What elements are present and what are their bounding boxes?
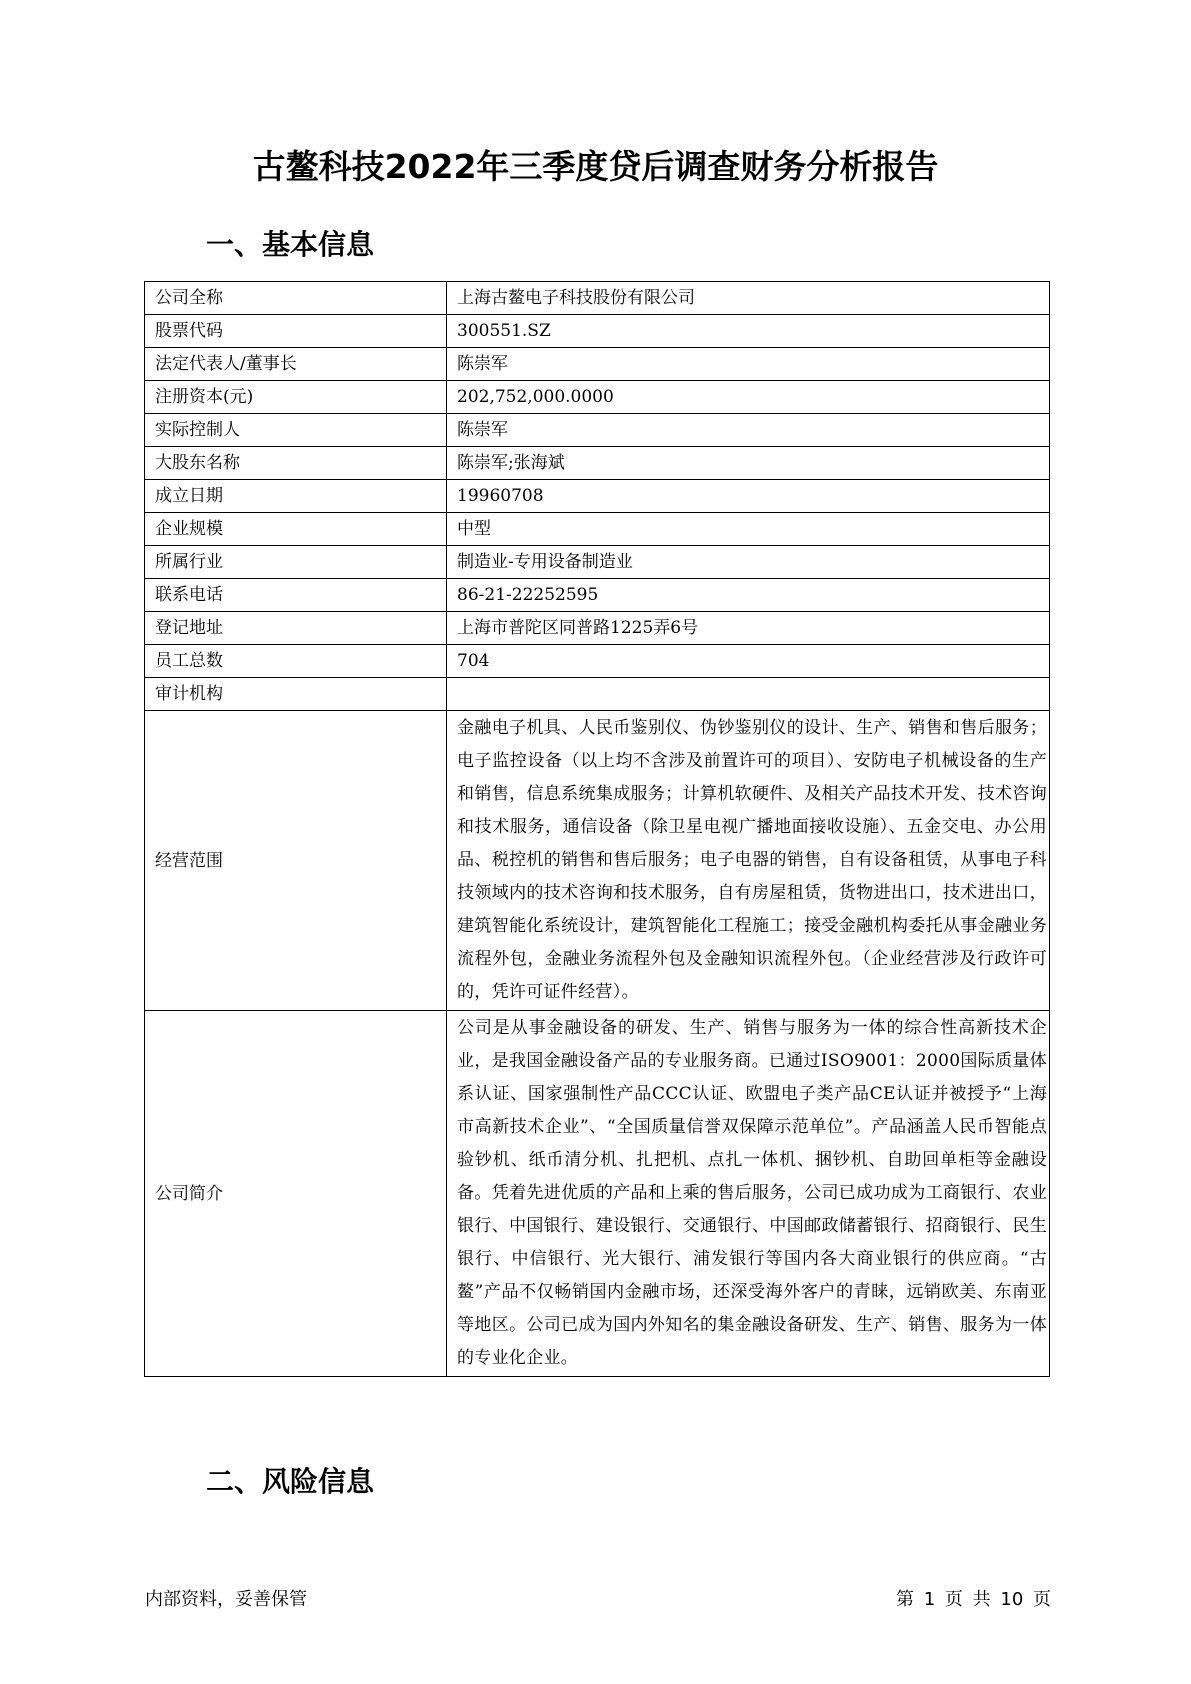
section-heading-risk-info: 二、风险信息 — [206, 1465, 375, 1498]
field-value: 300551.SZ — [447, 315, 1050, 348]
field-value: 19960708 — [447, 480, 1050, 513]
table-row — [145, 480, 1050, 513]
field-value: 202,752,000.0000 — [447, 381, 1050, 414]
table-row — [145, 282, 1050, 315]
field-label: 公司全称 — [145, 282, 447, 315]
footer-page-number: 第 1 页 共 10 页 — [896, 1589, 1051, 1610]
footer-confidential-note: 内部资料，妥善保管 — [145, 1589, 307, 1610]
table-row — [145, 579, 1050, 612]
table-row — [145, 315, 1050, 348]
table-row — [145, 645, 1050, 678]
table-row — [145, 414, 1050, 447]
table-row — [145, 546, 1050, 579]
company-profile-text: 公司是从事金融设备的研发、生产、销售与服务为一体的综合性高新技术企业，是我国金融设备产品的专业服务商。已通过ISO9001：2000国际质量体系认证、国家强制性产品CCC认证、欧盟电子类产品CE认证并被授予“上海市高新技术企业”、“全国质量信誉双保障示范单位”。产品涵盖人民币智能点验钞机、纸币清分机、扎把机、点扎一体机、捆钞机、自助回单柜等金融设备。凭着先进优质的产品和上乘的售后服务，公司已成功成为工商银行、农业银行、中国银行、建设银行、交通银行、中国邮政储蓄银行、招商银行、民生银行、中信银行、光大银行、浦发银行等国内各大商业银行的供应商。“古鳌”产品不仅畅销国内金融市场，还深受海外客户的青睐，远销欧美、东南亚等地区。公司已成为国内外知名的集金融设备研发、生产、销售、服务为一体的专业化企业。 — [447, 1011, 1050, 1377]
table-row — [145, 348, 1050, 381]
field-label: 审计机构 — [145, 678, 447, 711]
field-value: 陈崇军 — [447, 414, 1050, 447]
field-label: 实际控制人 — [145, 414, 447, 447]
field-label: 大股东名称 — [145, 447, 447, 480]
field-label: 所属行业 — [145, 546, 447, 579]
report-title: 古鳌科技2022年三季度贷后调查财务分析报告 — [252, 147, 939, 186]
field-label: 成立日期 — [145, 480, 447, 513]
field-value: 上海市普陀区同普路1225弄6号 — [447, 612, 1050, 645]
field-value: 86-21-22252595 — [447, 579, 1050, 612]
table-row — [145, 678, 1050, 711]
basic-info-table — [144, 281, 1050, 1377]
field-value: 上海古鳌电子科技股份有限公司 — [447, 282, 1050, 315]
field-value: 陈崇军 — [447, 348, 1050, 381]
table-row — [145, 381, 1050, 414]
section-heading-basic-info: 一、基本信息 — [206, 228, 375, 261]
field-label: 联系电话 — [145, 579, 447, 612]
business-scope-text: 金融电子机具、人民币鉴别仪、伪钞鉴别仪的设计、生产、销售和售后服务；电子监控设备（以上均不含涉及前置许可的项目）、安防电子机械设备的生产和销售，信息系统集成服务；计算机软硬件、及相关产品技术开发、技术咨询和技术服务，通信设备（除卫星电视广播地面接收设施）、五金交电、办公用品、税控机的销售和售后服务；电子电器的销售，自有设备租赁，从事电子科技领域内的技术咨询和技术服务，自有房屋租赁，货物进出口，技术进出口，建筑智能化系统设计，建筑智能化工程施工；接受金融机构委托从事金融业务流程外包，金融业务流程外包及金融知识流程外包。（企业经营涉及行政许可的，凭许可证件经营）。 — [447, 711, 1050, 1011]
field-label: 公司简介 — [145, 1011, 447, 1377]
field-label: 法定代表人/董事长 — [145, 348, 447, 381]
field-label: 企业规模 — [145, 513, 447, 546]
field-value: 中型 — [447, 513, 1050, 546]
field-label: 登记地址 — [145, 612, 447, 645]
table-row — [145, 513, 1050, 546]
table-row — [145, 612, 1050, 645]
table-row-business-scope — [145, 711, 1050, 1011]
field-value — [447, 678, 1050, 711]
table-row — [145, 447, 1050, 480]
field-label: 经营范围 — [145, 711, 447, 1011]
field-label: 员工总数 — [145, 645, 447, 678]
field-value: 704 — [447, 645, 1050, 678]
table-row-company-profile — [145, 1011, 1050, 1377]
field-label: 注册资本(元) — [145, 381, 447, 414]
field-value: 陈崇军;张海斌 — [447, 447, 1050, 480]
field-label: 股票代码 — [145, 315, 447, 348]
field-value: 制造业-专用设备制造业 — [447, 546, 1050, 579]
